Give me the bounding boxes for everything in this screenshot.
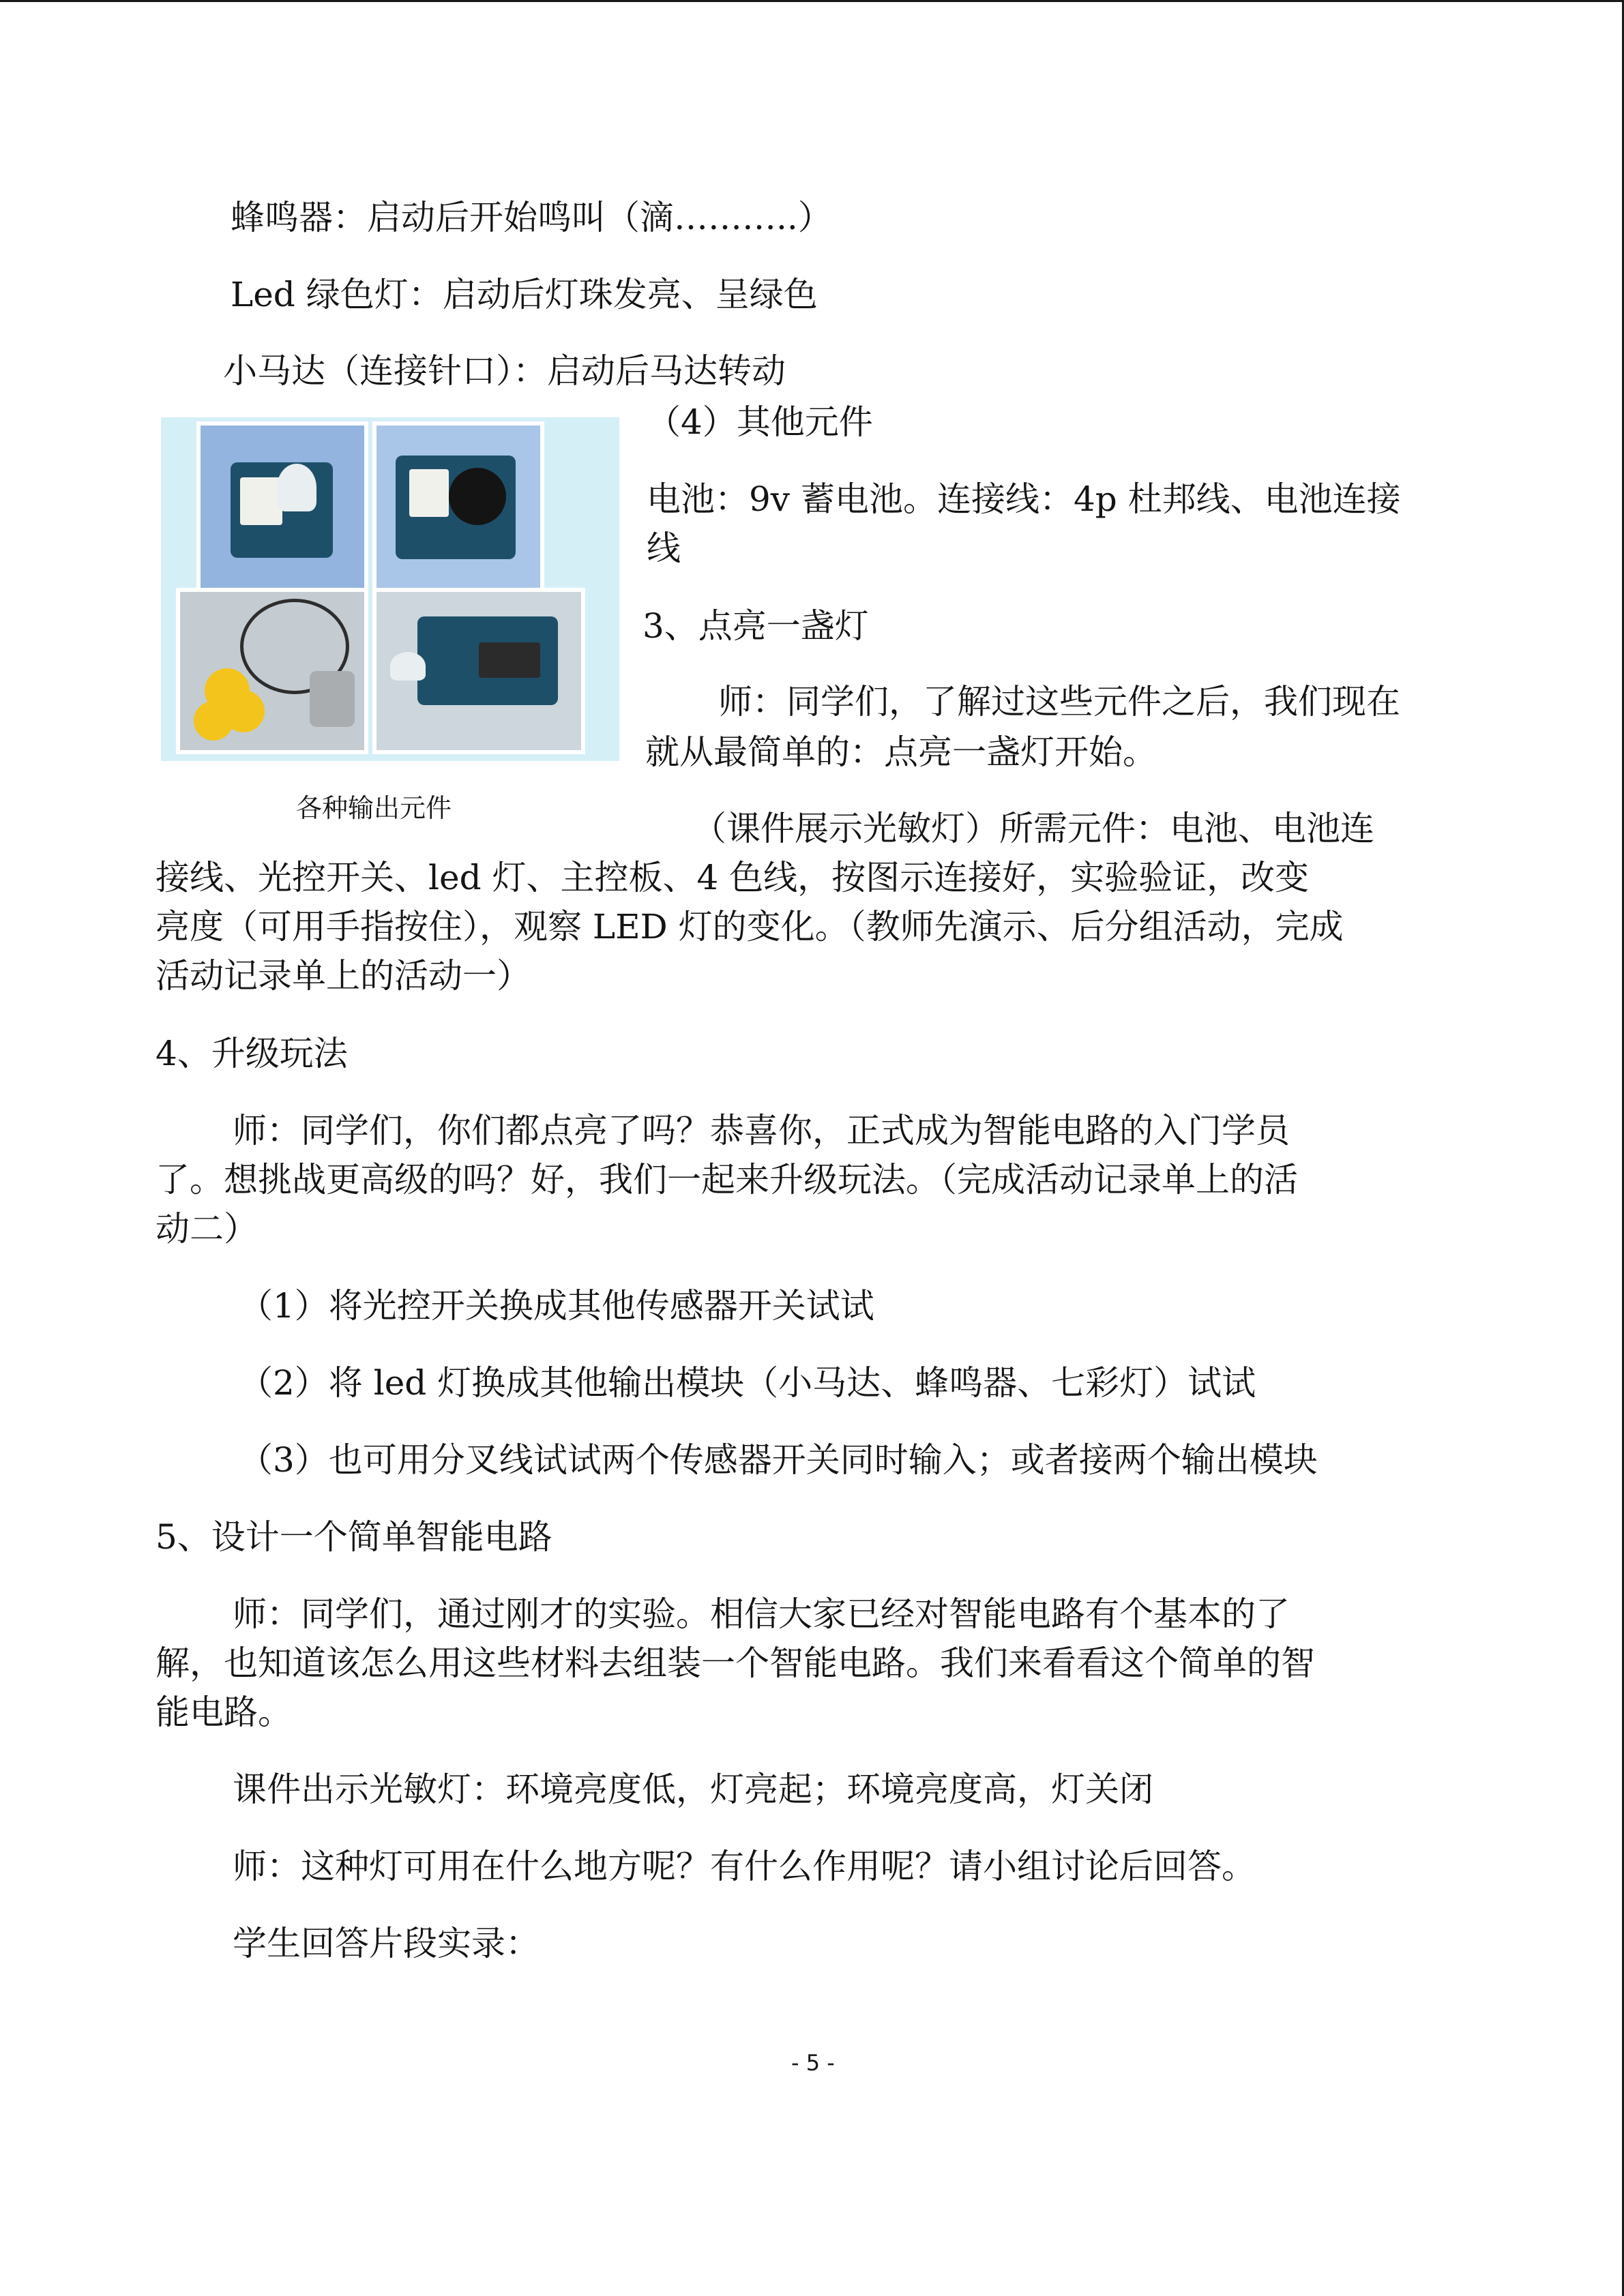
text-s3-p2-line2: 接线、光控开关、led 灯、主控板、4 色线，按图示连接好，实验验证，改变 xyxy=(156,858,1310,897)
output-components-figure xyxy=(161,417,619,761)
text-s5-p2: 课件出示光敏灯：环境亮度低，灯亮起；环境亮度高，灯关闭 xyxy=(233,1770,1153,1809)
text-battery-line2: 线 xyxy=(647,528,681,568)
text-s3-p2-line3: 亮度（可用手指按住），观察 LED 灯的变化。（教师先演示、后分组活动，完成 xyxy=(156,907,1344,946)
text-s5-p4: 学生回答片段实录： xyxy=(233,1924,540,1963)
heading-section-3: 3、点亮一盏灯 xyxy=(643,606,869,646)
heading-other-components: （4）其他元件 xyxy=(647,402,873,442)
heading-section-5: 5、设计一个简单智能电路 xyxy=(156,1517,552,1557)
text-s3-p1-line1: 师：同学们，了解过这些元件之后，我们现在 xyxy=(718,682,1400,721)
text-s4-item2: （2）将 led 灯换成其他输出模块（小马达、蜂鸣器、七彩灯）试试 xyxy=(239,1363,1256,1403)
heading-section-4: 4、升级玩法 xyxy=(156,1034,348,1073)
text-s5-p1-line1: 师：同学们，通过刚才的实验。相信大家已经对智能电路有个基本的了 xyxy=(233,1594,1290,1634)
top-border xyxy=(0,0,1624,2)
led-module-photo xyxy=(196,421,368,592)
text-s5-p3: 师：这种灯可用在什么地方呢？有什么作用呢？请小组讨论后回答。 xyxy=(233,1847,1256,1886)
text-led-green: Led 绿色灯：启动后灯珠发亮、呈绿色 xyxy=(231,275,818,314)
text-motor: 小马达（连接针口）：启动后马达转动 xyxy=(223,351,786,391)
text-s4-p1-line2: 了。想挑战更高级的吗？好，我们一起来升级玩法。（完成活动记录单上的活 xyxy=(156,1160,1298,1199)
text-s3-p1-line2: 就从最简单的：点亮一盏灯开始。 xyxy=(645,732,1157,772)
figure-caption: 各种输出元件 xyxy=(296,793,452,823)
text-s4-item1: （1）将光控开关换成其他传感器开关试试 xyxy=(239,1286,874,1326)
text-s4-p1-line1: 师：同学们，你们都点亮了吗？恭喜你，正式成为智能电路的入门学员 xyxy=(233,1111,1290,1150)
text-s5-p1-line3: 能电路。 xyxy=(156,1693,292,1732)
text-s3-p2-line4: 活动记录单上的活动一） xyxy=(156,956,531,996)
rgb-led-module-photo xyxy=(372,588,585,754)
text-battery-line1: 电池：9v 蓄电池。连接线：4p 杜邦线、电池连接 xyxy=(647,479,1401,519)
text-s3-p2-line1: （课件展示光敏灯）所需元件：电池、电池连 xyxy=(692,809,1374,848)
text-s4-item3: （3）也可用分叉线试试两个传感器开关同时输入；或者接两个输出模块 xyxy=(239,1440,1318,1480)
text-buzzer: 蜂鸣器：启动后开始鸣叫（滴………..） xyxy=(231,198,832,237)
text-s4-p1-line3: 动二） xyxy=(156,1209,258,1249)
buzzer-module-photo xyxy=(372,421,544,592)
text-s5-p1-line2: 解，也知道该怎么用这些材料去组装一个智能电路。我们来看看这个简单的智 xyxy=(156,1643,1315,1683)
page-number: - 5 - xyxy=(791,2050,835,2076)
motor-fan-photo xyxy=(176,588,368,754)
